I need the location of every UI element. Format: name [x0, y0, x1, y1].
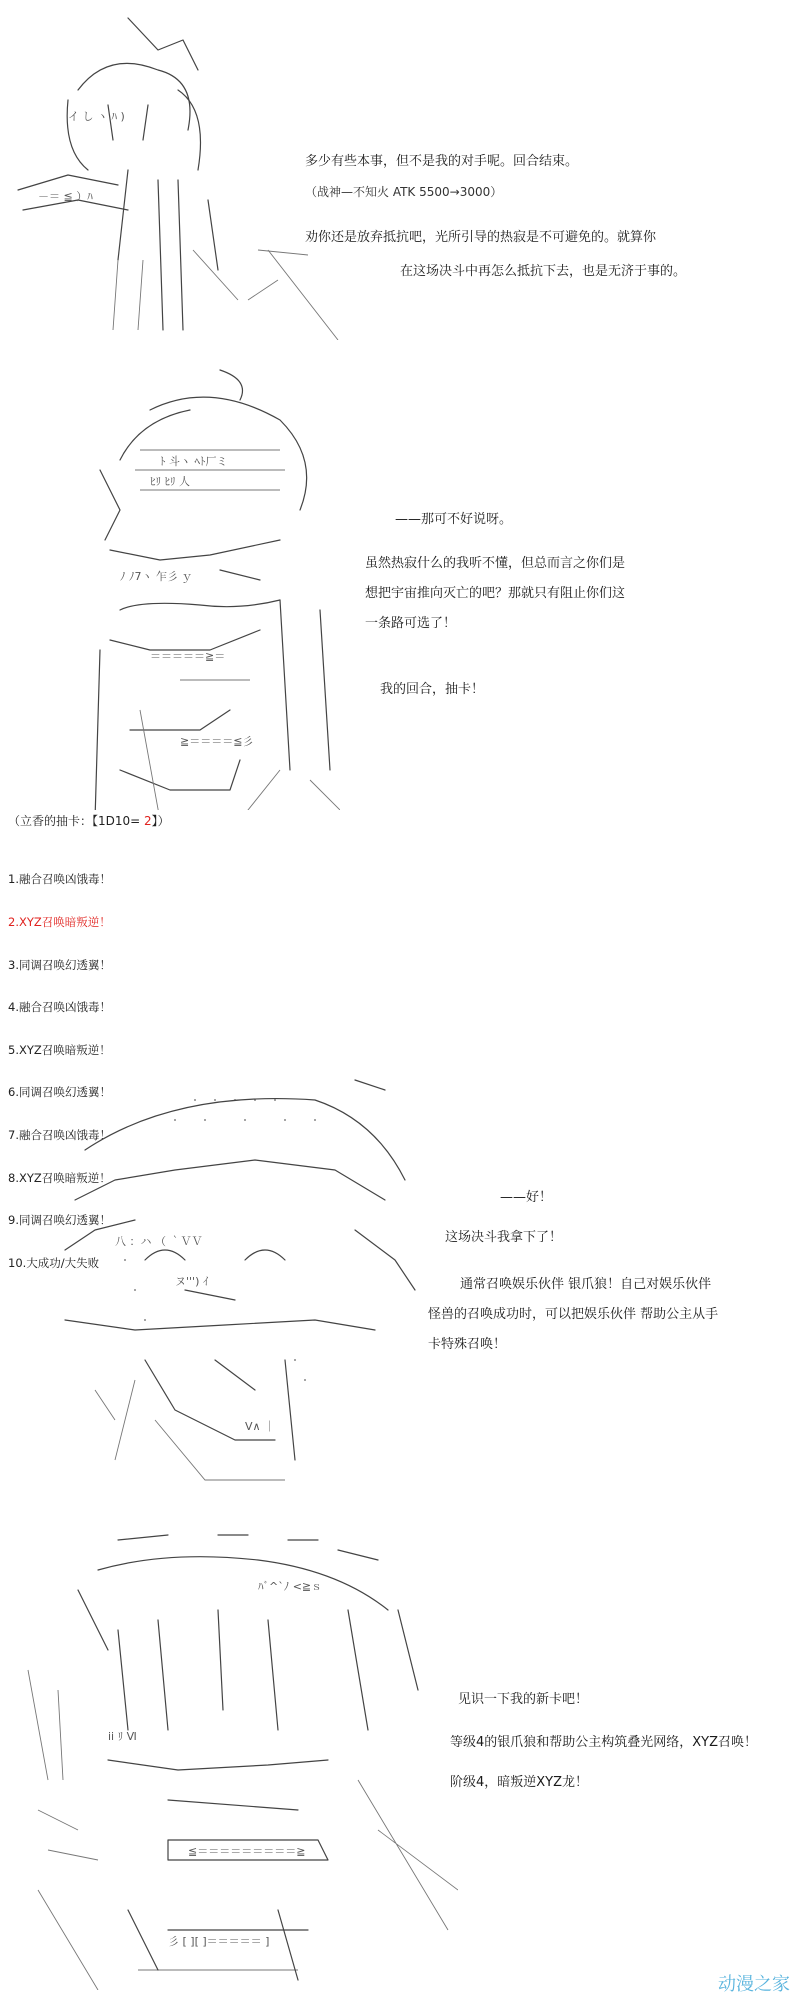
- roll-title-suffix: 】）: [151, 814, 170, 828]
- panel-4-line-3: 阶级4，暗叛逆XYZ龙！: [450, 1775, 589, 1790]
- svg-text:ﾄ 斗ヽ ﾍﾄ厂ミ: ﾄ 斗ヽ ﾍﾄ厂ミ: [160, 455, 228, 468]
- svg-text:彡 [ ][ ]＝＝＝＝＝ ]: 彡 [ ][ ]＝＝＝＝＝ ]: [168, 1935, 270, 1948]
- panel-1-line-4: 在这场决斗中再怎么抵抗下去，也是无济于事的。: [400, 264, 687, 279]
- roll-option: 10.大成功/大失败: [8, 1255, 100, 1270]
- panel-3-line-3: 通常召唤娱乐伙伴 银爪狼！自己对娱乐伙伴: [460, 1277, 712, 1292]
- roll-option-selected: 2.XYZ召唤暗叛逆！: [8, 915, 111, 930]
- panel-3: [0, 1050, 800, 1500]
- roll-option: 7.融合召唤凶饿毒！: [8, 1128, 111, 1143]
- roll-title: [8, 812, 170, 829]
- panel-3-line-5: 卡特殊召唤！: [428, 1337, 507, 1352]
- ascii-art-character-1: [8, 10, 418, 340]
- svg-text:ﾋﾘ ﾋﾘ 人: ﾋﾘ ﾋﾘ 人: [150, 475, 190, 488]
- svg-text:ii ﾘ Ⅵ: ii ﾘ Ⅵ: [108, 1730, 137, 1743]
- ascii-art-character-3: [55, 1060, 435, 1500]
- roll-option: 9.同调召唤幻透翼！: [8, 1213, 111, 1228]
- panel-3-line-1: ——好！: [500, 1190, 553, 1205]
- ascii-art-character-2: [80, 350, 340, 810]
- panel-2-line-1: ——那可不好说呀。: [395, 512, 513, 527]
- panel-3-line-2: 这场决斗我拿下了！: [445, 1230, 563, 1245]
- panel-1-line-1: 多少有些本事，但不是我的对手呢。回合结束。: [305, 154, 579, 169]
- svg-text:V∧ ｜: V∧ ｜: [245, 1420, 276, 1433]
- roll-result: 2: [144, 814, 152, 828]
- panel-4: [0, 1530, 800, 2000]
- panel-2-line-5: 我的回合，抽卡！: [380, 682, 485, 697]
- roll-option: 8.XYZ召唤暗叛逆！: [8, 1170, 111, 1185]
- roll-option: 5.XYZ召唤暗叛逆！: [8, 1042, 111, 1057]
- svg-text:＝＝＝＝＝≧＝: ＝＝＝＝＝≧＝: [150, 650, 226, 663]
- roll-title-prefix: （立香的抽卡：【1D10=: [8, 814, 145, 828]
- roll-option: 1.融合召唤凶饿毒！: [8, 872, 111, 887]
- ascii-art-character-4: [18, 1530, 458, 1990]
- svg-text:八 ：ハ （ ｀ＶＶ: 八 ：ハ （ ｀ＶＶ: [115, 1235, 203, 1248]
- roll-option: 3.同调召唤幻透翼！: [8, 957, 111, 972]
- panel-2-line-2: 虽然热寂什么的我听不懂，但总而言之你们是: [365, 556, 626, 571]
- panel-2-line-4: 一条路可选了！: [365, 616, 457, 631]
- panel-1-line-2: （战神—不知火 ATK 5500→3000）: [305, 185, 503, 199]
- roll-option: 6.同调召唤幻透翼！: [8, 1085, 111, 1100]
- svg-text:ヌ''') ｲ: ヌ''') ｲ: [175, 1275, 209, 1288]
- panel-4-line-1: 见识一下我的新卡吧！: [458, 1692, 589, 1707]
- svg-text:≧＝＝＝＝≦彡: ≧＝＝＝＝≦彡: [180, 735, 254, 748]
- svg-text:イ し ヽ ﾊ ): イ し ヽ ﾊ ): [68, 110, 125, 123]
- svg-text:≦＝＝＝＝＝＝＝＝＝≧: ≦＝＝＝＝＝＝＝＝＝≧: [188, 1845, 306, 1858]
- site-watermark: 动漫之家: [718, 1974, 790, 1995]
- panel-2-line-3: 想把宇宙推向灭亡的吧？那就只有阻止你们这: [365, 586, 626, 601]
- svg-text:－＝ ≦ ）ﾊ: －＝ ≦ ）ﾊ: [38, 190, 93, 203]
- panel-2: [0, 340, 800, 810]
- svg-text:ﾊﾞ^`ﾉ <≧ｓ: ﾊﾞ^`ﾉ <≧ｓ: [258, 1580, 323, 1593]
- roll-option: 4.融合召唤凶饿毒！: [8, 1000, 111, 1015]
- svg-text:ﾉ ﾉ7ヽ 乍彡 ｙ: ﾉ ﾉ7ヽ 乍彡 ｙ: [120, 570, 193, 583]
- panel-3-line-4: 怪兽的召唤成功时，可以把娱乐伙伴 帮助公主从手: [428, 1307, 719, 1322]
- panel-1-line-3: 劝你还是放弃抵抗吧，光所引导的热寂是不可避免的。就算你: [305, 230, 657, 245]
- panel-4-line-2: 等级4的银爪狼和帮助公主构筑叠光网络，XYZ召唤！: [450, 1735, 758, 1750]
- panel-1: [0, 0, 800, 340]
